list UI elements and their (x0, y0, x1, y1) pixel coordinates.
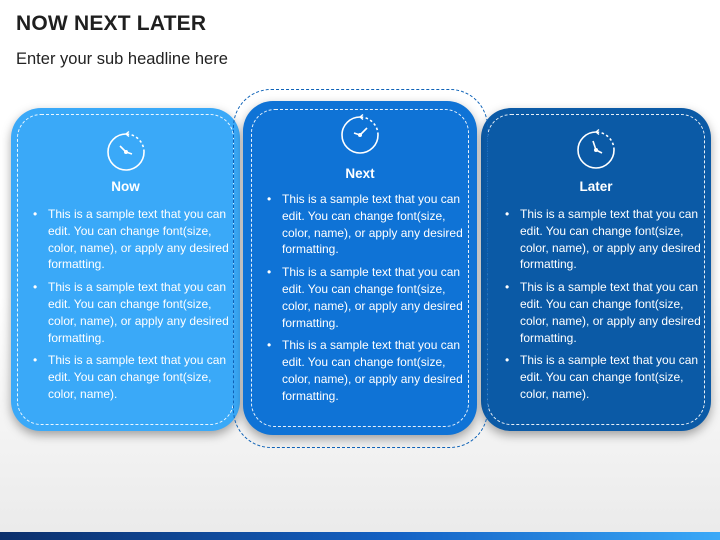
page-subtitle: Enter your sub headline here (16, 50, 228, 68)
bottom-accent-bar (0, 532, 720, 540)
now-card (11, 108, 240, 431)
list-item: • This is a sample text that you can edit. You can change font(size, color, name), or apply any desired formatting. (31, 279, 231, 346)
next-card (243, 101, 477, 435)
now-bullet-list (31, 206, 231, 409)
clock-icon (336, 111, 384, 159)
clock-icon (572, 126, 620, 174)
next-card-title: Next (345, 166, 375, 181)
list-item: • This is a sample text that you can edit. You can change font(size, color, name), or apply any desired formatting. (265, 264, 473, 331)
list-item: • This is a sample text that you can edit. You can change font(size, color, name). (503, 352, 703, 402)
page-title: NOW NEXT LATER (16, 12, 207, 35)
clock-icon (102, 128, 150, 176)
list-item: • This is a sample text that you can edit. You can change font(size, color, name), or apply any desired formatting. (503, 279, 703, 346)
list-item: • This is a sample text that you can edit. You can change font(size, color, name), or apply any desired formatting. (265, 337, 473, 404)
list-item: • This is a sample text that you can edit. You can change font(size, color, name). (31, 352, 231, 402)
later-card (481, 108, 711, 431)
list-item: • This is a sample text that you can edit. You can change font(size, color, name), or apply any desired formatting. (31, 206, 231, 273)
list-item: • This is a sample text that you can edit. You can change font(size, color, name), or apply any desired formatting. (503, 206, 703, 273)
now-card-title: Now (111, 179, 140, 194)
list-item: • This is a sample text that you can edit. You can change font(size, color, name), or apply any desired formatting. (265, 191, 473, 258)
later-card-title: Later (579, 179, 613, 194)
next-bullet-list (265, 191, 473, 411)
later-bullet-list (503, 206, 703, 409)
